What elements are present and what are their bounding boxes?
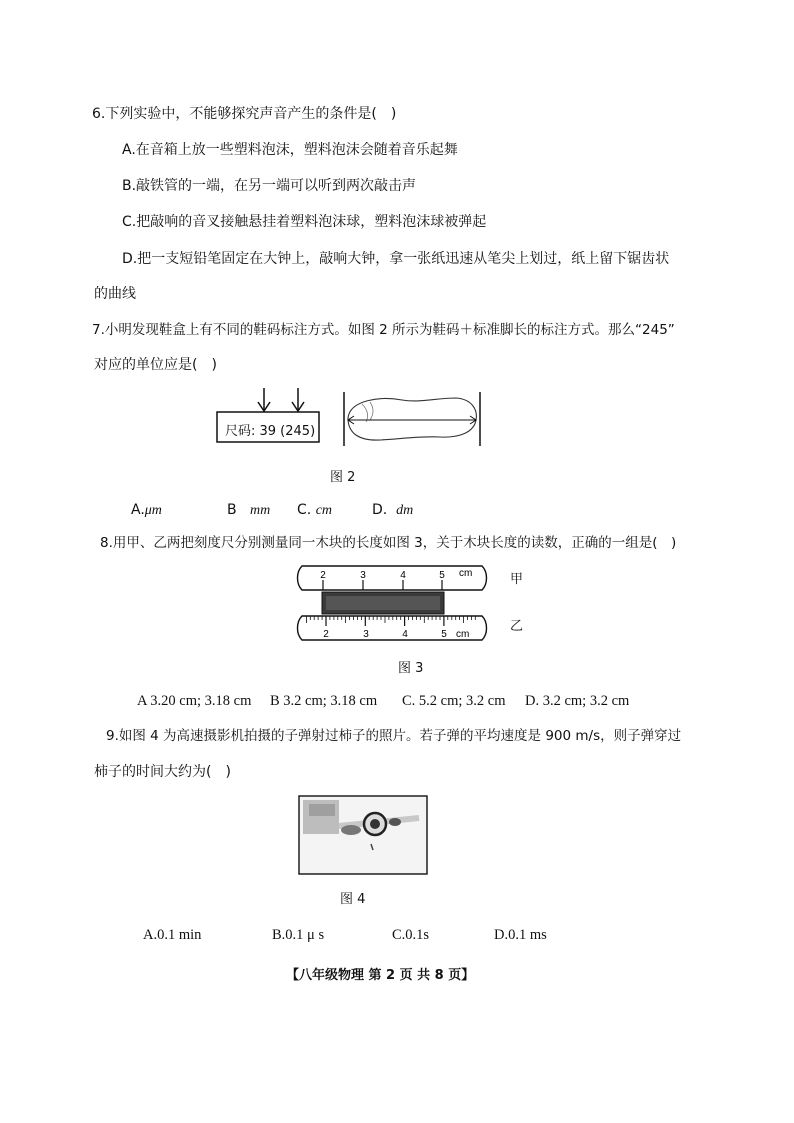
ruler-jia-number-2: 2 [320, 570, 326, 581]
q9-option-a: A.0.1 min [143, 927, 202, 943]
ruler-yi-number-5: 5 [441, 629, 447, 640]
figure-4-caption: 图 4 [340, 892, 366, 907]
q7-stem-line1: 7.小明发现鞋盒上有不同的鞋码标注方式。如图 2 所示为鞋码＋标准脚长的标注方式。那么“245” [92, 322, 675, 338]
ruler-jia-unit: cm [459, 568, 473, 579]
q9-option-c: C.0.1s [392, 927, 430, 943]
figure-3-caption: 图 3 [398, 661, 424, 676]
ruler-yi-unit: cm [456, 629, 470, 640]
q7-option-a-letter: A. [131, 502, 145, 518]
q6-option-a: A.在音箱上放一些塑料泡沫，塑料泡沫会随着音乐起舞 [122, 142, 458, 158]
q8-option-c: C. 5.2 cm; 3.2 cm [402, 693, 506, 709]
ruler-yi-number-3: 3 [363, 629, 369, 640]
q7-option-b [227, 500, 270, 521]
ruler-jia-number-5: 5 [439, 570, 445, 581]
q6-option-d-continued: 的曲线 [94, 286, 136, 302]
figure-2-foot-outline [340, 392, 485, 448]
q8-option-b: B 3.2 cm; 3.18 cm [270, 693, 378, 709]
q7-option-d-unit: dm [396, 503, 414, 518]
ruler-jia-number-3: 3 [360, 570, 366, 581]
ruler-yi-number-4: 4 [402, 629, 408, 640]
q7-option-c-unit: cm [315, 503, 333, 518]
q8-option-d: D. 3.2 cm; 3.2 cm [525, 693, 630, 709]
q8-stem: 8.用甲、乙两把刻度尺分别测量同一木块的长度如图 3，关于木块长度的读数，正确的一组是( ) [100, 535, 677, 551]
ruler-yi-number-2: 2 [323, 629, 329, 640]
q7-option-b-unit: mm [249, 503, 271, 518]
ruler-yi-label: 乙 [510, 619, 524, 634]
bullet-trail [341, 825, 361, 835]
q7-option-b-letter: B [227, 502, 237, 518]
figure-4-photo [299, 796, 429, 876]
figure-2-caption: 图 2 [330, 470, 356, 485]
q7-option-a-unit: μm [144, 503, 162, 518]
q7-stem-line2: 对应的单位应是( ) [94, 357, 217, 373]
q9-stem-line2: 柿子的时间大约为( ) [94, 764, 231, 780]
q9-option-d: D.0.1 ms [494, 927, 547, 943]
q7-option-c-letter: C. [297, 502, 312, 518]
q6-option-c: C.把敲响的音叉接触悬挂着塑料泡沫球，塑料泡沫球被弹起 [122, 214, 487, 230]
q7-option-c [297, 500, 332, 521]
q9-option-b: B.0.1 μ s [272, 927, 325, 943]
bullet [389, 818, 401, 826]
ruler-jia-label: 甲 [510, 572, 524, 587]
figure-3-rulers [296, 564, 496, 646]
ruler-jia-number-4: 4 [400, 570, 406, 581]
q7-option-d-letter: D. [372, 502, 388, 518]
figure-2-size-label: 尺码: 39 (245) [225, 424, 316, 439]
q7-option-d [372, 500, 413, 521]
q6-option-b: B.敲铁管的一端，在另一端可以听到两次敲击声 [122, 178, 417, 194]
q6-option-d: D.把一支短铅笔固定在大钟上，敲响大钟，拿一张纸迅速从笔尖上划过，纸上留下锯齿状 [122, 251, 670, 267]
page-footer: 【八年级物理 第 2 页 共 8 页】 [286, 968, 475, 983]
q6-stem: 6.下列实验中，不能够探究声音产生的条件是( ) [92, 106, 397, 122]
q9-stem-line1: 9.如图 4 为高速摄影机拍摄的子弹射过柿子的照片。若子弹的平均速度是 900 m/s，则子弹穿过 [106, 728, 682, 744]
q7-option-a [131, 500, 162, 521]
wood-block-texture [326, 596, 440, 610]
q8-option-a: A 3.20 cm; 3.18 cm [137, 693, 252, 709]
